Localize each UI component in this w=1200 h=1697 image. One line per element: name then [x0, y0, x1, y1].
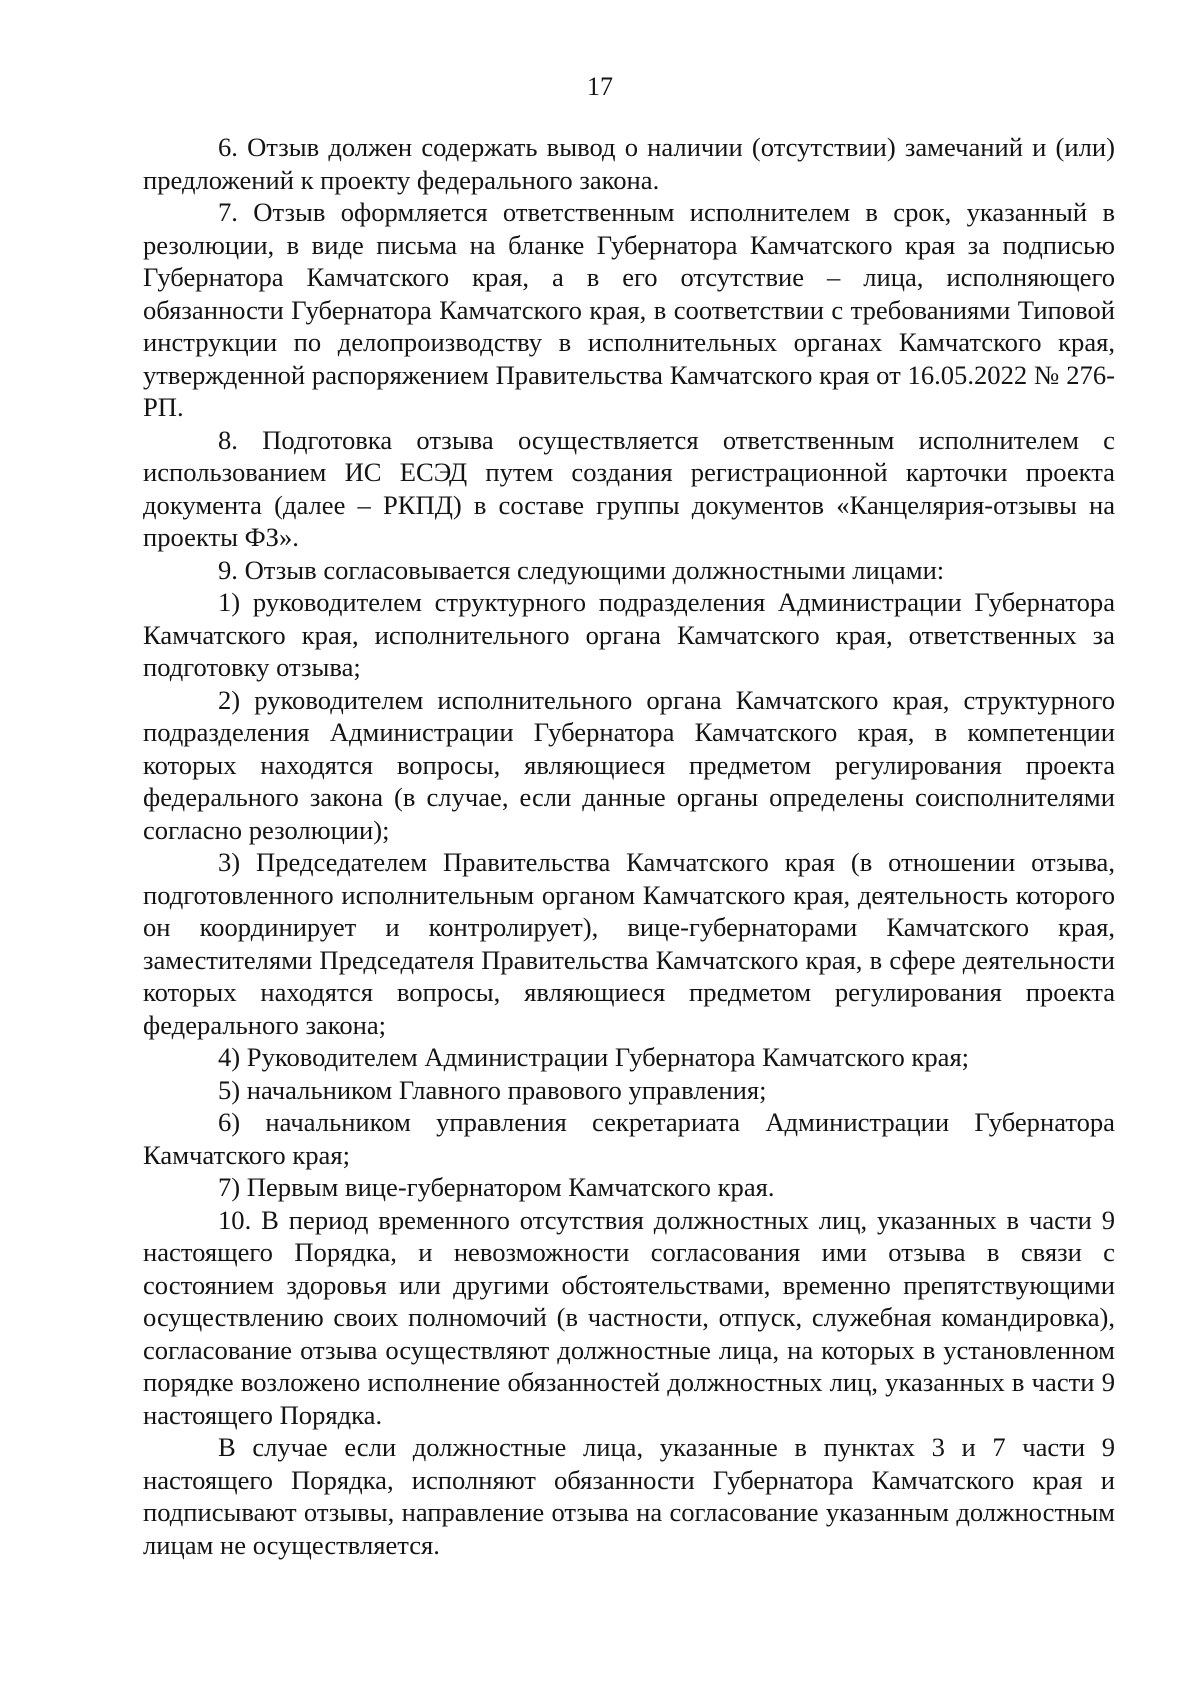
paragraph-8: 8. Подготовка отзыва осуществляется ответственным исполнителем с использованием ИС ЕСЭД путем создания регистрационной карточки проекта документа (далее – РКПД) в составе группы документов «Канцелярия-отзывы на проекты ФЗ». [143, 424, 1115, 552]
page-number: 17 [587, 72, 613, 101]
list-item-9-5: 5) начальником Главного правового управления; [218, 1074, 767, 1105]
list-item-9-1: 1) руководителем структурного подразделения Администрации Губернатора Камчатского края, исполнительного органа Камчатского края, ответственных за подготовку отзыва; [143, 587, 1115, 682]
paragraph-7: 7. Отзыв оформляется ответственным исполнителем в срок, указанный в резолюции, в виде письма на бланке Губернатора Камчатского края за подписью Губернатора Камчатского края, а в его отсутствие – лица, исполняющего обязанности Губернатора Камчатского края, в соответствии с требованиями Типовой инструкции по делопроизводству в исполнительных органах Камчатского края, утвержденной распоряжением Правительства Камчатского края от 16.05.2022 № 276-РП. [143, 197, 1115, 422]
paragraph-6: 6. Отзыв должен содержать вывод о наличии (отсутствии) замечаний и (или) предложений к проекту федерального закона. [143, 132, 1115, 195]
paragraph-9: 9. Отзыв согласовывается следующими должностными лицами: [218, 554, 945, 585]
list-item-9-4: 4) Руководителем Администрации Губернатора Камчатского края; [218, 1042, 970, 1072]
list-item-9-3: 3) Председателем Правительства Камчатского края (в отношении отзыва, подготовленного исполнительным органом Камчатского края, деятельность которого он координирует и контролирует), вице-губернаторами Камчатского края, заместителями Председателя Правительства Камчатского края, в сфере деятельности которых находятся вопросы, являющиеся предметом регулирования проекта федерального закона; [143, 847, 1115, 1040]
document-body [143, 131, 1115, 1561]
list-item-9-2: 2) руководителем исполнительного органа Камчатского края, структурного подразделения Администрации Губернатора Камчатского края, в компетенции которых находятся вопросы, являющиеся предметом регулирования проекта федерального закона (в случае, если данные органы определены соисполнителями согласно резолюции); [143, 684, 1115, 845]
paragraph-10-continuation: В случае если должностные лица, указанные в пунктах 3 и 7 части 9 настоящего Порядка, исполняют обязанности Губернатора Камчатского края и подписывают отзывы, направление отзыва на согласование указанным должностным лицам не осуществляется. [143, 1432, 1115, 1560]
list-item-9-6: 6) начальником управления секретариата Администрации Губернатора Камчатского края; [143, 1107, 1115, 1170]
paragraph-10: 10. В период временного отсутствия должностных лиц, указанных в части 9 настоящего Порядка, и невозможности согласования ими отзыва в связи с состоянием здоровья или другими обстоятельствами, временно препятствующими осуществлению своих полномочий (в частности, отпуск, служебная командировка), согласование отзыва осуществляют должностные лица, на которых в установленном порядке возложено исполнение обязанностей должностных лиц, указанных в части 9 настоящего Порядка. [143, 1204, 1115, 1430]
list-item-9-7: 7) Первым вице-губернатором Камчатского края. [218, 1172, 775, 1202]
